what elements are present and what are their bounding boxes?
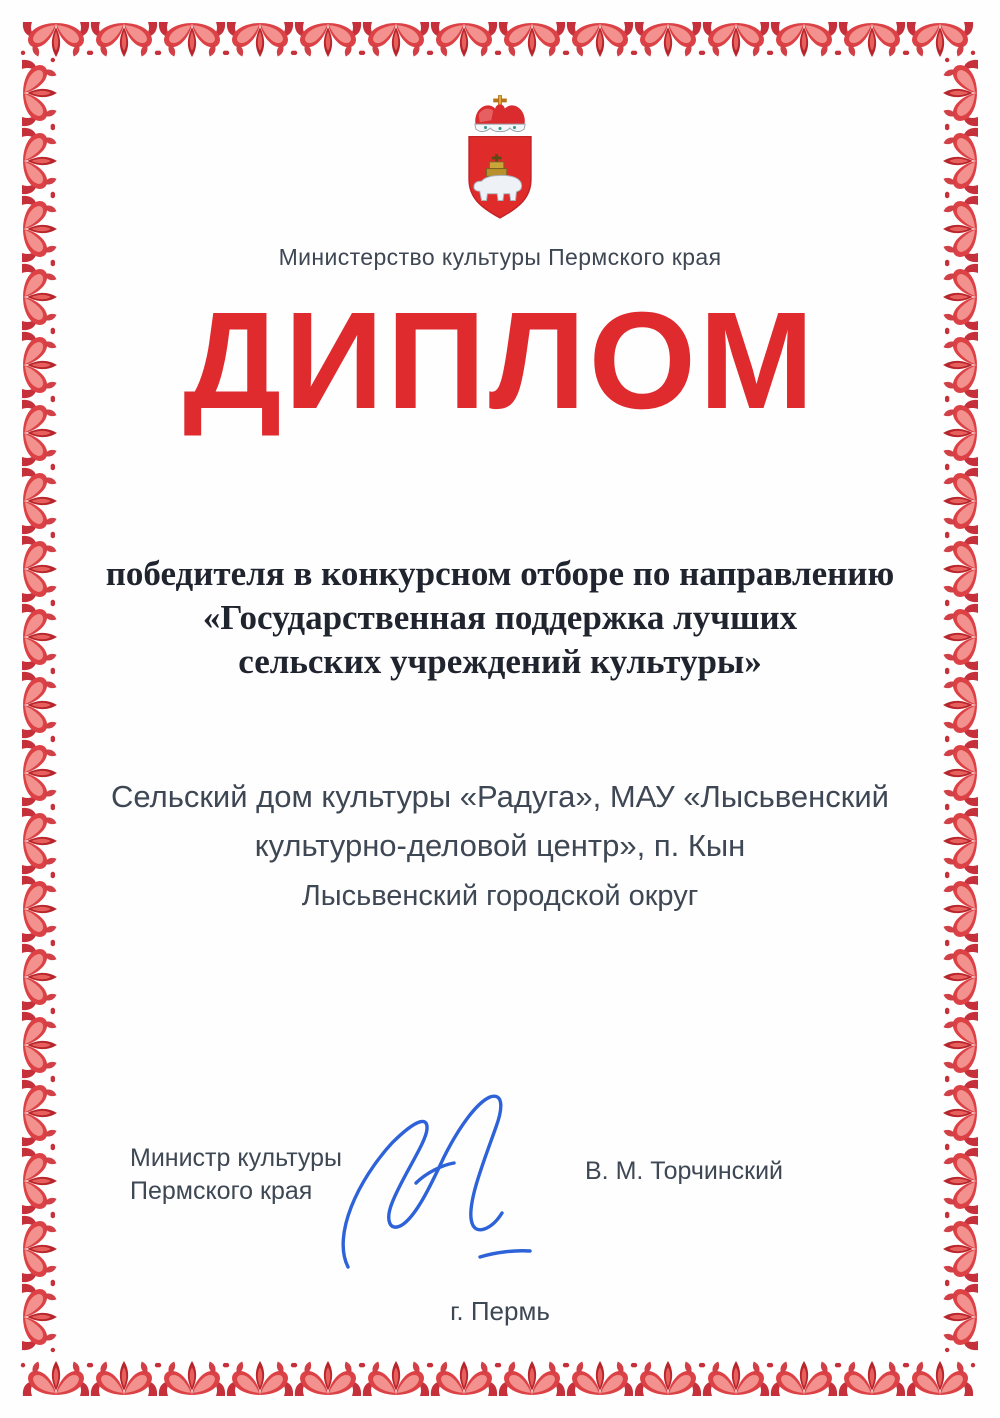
border-ornament-tile [21,22,91,58]
signer-name: В. М. Торчинский [585,1157,784,1185]
border-ornament-tile [769,1360,839,1396]
border-ornament-tile [361,22,431,58]
border-ornament-tile [89,22,159,58]
border-ornament-tile [633,1360,703,1396]
border-ornament-tile [497,1360,567,1396]
award-line-1: победителя в конкурсном отборе по направлению [105,554,895,593]
recipient-block [0,772,1000,870]
award-text-block [0,552,1000,684]
border-ornament-tile [293,1360,363,1396]
municipality-line: Лысьвенский городской округ [301,880,699,912]
diploma-title: ДИПЛОМ [183,284,817,438]
border-ornament-tile [89,1360,159,1396]
award-line-2: «Государственная поддержка лучших [202,598,798,637]
border-ornament-tile [905,1360,975,1396]
border-ornament-tile [225,22,295,58]
recipient-line-2: культурно-деловой центр», п. Кын [254,828,746,863]
border-ornament-tile [633,22,703,58]
award-line-3: сельских учреждений культуры» [238,642,762,681]
border-ornament-tile [769,22,839,58]
border-ornament-tile [21,1360,91,1396]
perm-krai-coat-of-arms [442,94,558,220]
border-ornament-tile [837,22,907,58]
border-ornament-tile [429,1360,499,1396]
princely-crown-icon [475,104,525,131]
border-ornament-tile [905,22,975,58]
signer-title-line-1: Министр культуры [130,1144,343,1172]
border-ornament-tile [565,1360,635,1396]
signature-row [0,1085,1000,1285]
city-line: г. Пермь [450,1296,550,1326]
issuer-line: Министерство культуры Пермского края [278,244,722,270]
border-ornament-tile [429,22,499,58]
border-ornament-tile [22,942,58,1012]
border-ornament-tile [497,22,567,58]
border-ornament-tile [701,1360,771,1396]
border-ornament-tile [157,22,227,58]
border-ornament-tile [942,466,978,536]
border-ornament-tile [565,22,635,58]
border-ornament-tile [22,466,58,536]
recipient-line-1: Сельский дом культуры «Радуга», МАУ «Лысьвенский [111,779,889,814]
border-ornament-tile [293,22,363,58]
border-ornament-tile [225,1360,295,1396]
border-ornament-tile [157,1360,227,1396]
handwritten-signature [330,1085,580,1270]
border-ornament-tile [361,1360,431,1396]
border-ornament-tile [837,1360,907,1396]
border-ornament-tile [701,22,771,58]
signer-title-line-2: Пермского края [130,1177,313,1205]
border-ornament-tile [22,1010,58,1080]
signer-title [130,1142,342,1208]
border-ornament-tile [942,1010,978,1080]
border-ornament-tile [942,942,978,1012]
